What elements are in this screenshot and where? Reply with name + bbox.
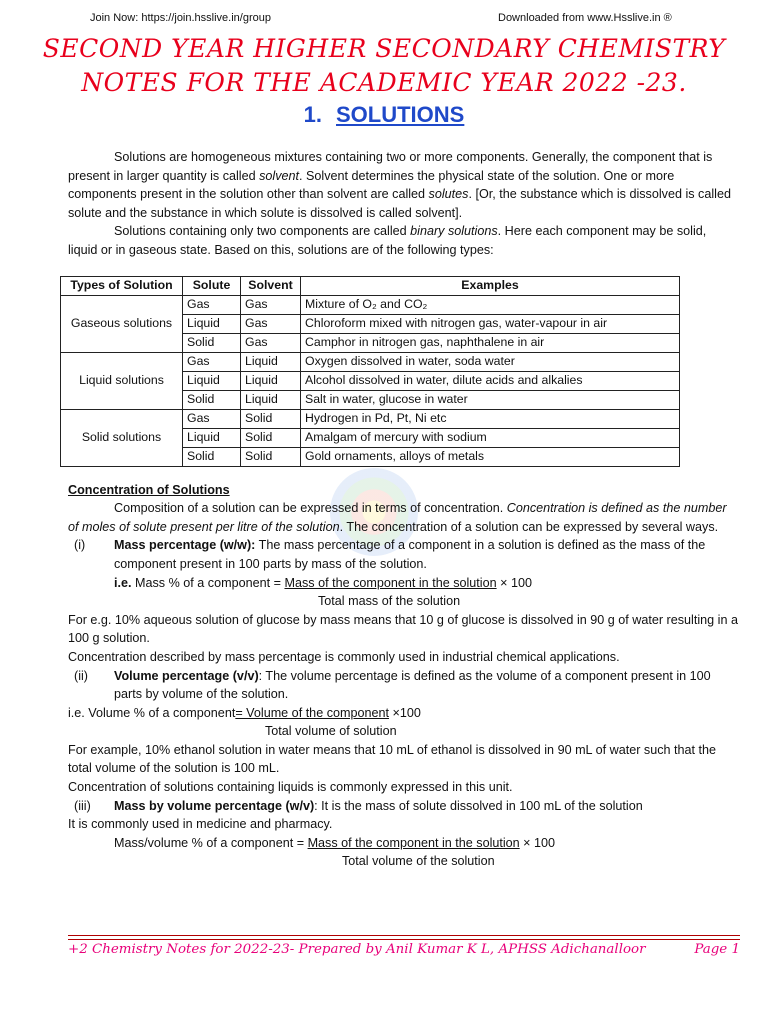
chapter-number: 1. <box>303 102 322 127</box>
volume-percentage-definition: (ii) Volume percentage (v/v): The volume percentage is defined as the volume of a component present in 100 parts by volume of the solution. <box>74 668 711 702</box>
concentration-intro: Composition of a solution can be expressed in terms of concentration. Concentration is defined as the number of moles of solute present per litre of the solution. The concentration of a solution can be expressed by several ways. <box>68 501 727 534</box>
chapter-heading <box>0 102 768 128</box>
solvent-cell: Gas <box>241 314 301 333</box>
header-types: Types of Solution <box>61 276 183 295</box>
page-footer <box>68 942 740 960</box>
footer-rule-bottom <box>68 939 740 940</box>
mass-percentage-formula: i.e. Mass % of a component = Mass of the component in the solution × 100 <box>114 575 532 590</box>
mass-volume-formula: Mass/volume % of a component = Mass of the component in the solution × 100 <box>114 835 556 850</box>
type-cell: Gaseous solutions <box>61 295 183 352</box>
download-source: Downloaded from www.Hsslive.in ® <box>498 12 672 24</box>
solvent-cell: Liquid <box>241 352 301 371</box>
intro-paragraph-1: Solutions are homogeneous mixtures containing two or more components. Generally, the component that is present in larger quantity is called solvent. Solvent determines the physical state of the solution. One or more components present in the solution other than solvent are called solutes. [Or, the substance which is dissolved is called solute and the substance in which solute is dissolved is called solvent]. <box>68 150 731 220</box>
solute-cell: Gas <box>183 352 241 371</box>
volume-percentage-usage: Concentration of solutions containing liquids is commonly expressed in this unit. <box>68 780 513 795</box>
solute-cell: Solid <box>183 333 241 352</box>
header-examples: Examples <box>301 276 680 295</box>
mass-volume-usage: It is commonly used in medicine and pharmacy. <box>68 817 333 832</box>
concentration-heading: Concentration of Solutions <box>68 482 230 497</box>
example-cell: Chloroform mixed with nitrogen gas, water-vapour in air <box>301 314 680 333</box>
intro-paragraph-2: Solutions containing only two components are called binary solutions. Here each component may be solid, liquid or in gaseous state. Based on this, solutions are of the following types: <box>68 224 707 257</box>
volume-percentage-formula: i.e. Volume % of a component= Volume of the component ×100 <box>68 705 421 720</box>
solute-cell: Liquid <box>183 428 241 447</box>
mass-volume-definition: (iii) Mass by volume percentage (w/v): It is the mass of solute dissolved in 100 mL of the solution <box>74 798 643 813</box>
document-title-line-1: SECOND YEAR HIGHER SECONDARY CHEMISTRY <box>42 34 726 63</box>
solvent-cell: Liquid <box>241 371 301 390</box>
solute-cell: Gas <box>183 409 241 428</box>
example-cell: Hydrogen in Pd, Pt, Ni etc <box>301 409 680 428</box>
type-cell: Liquid solutions <box>61 352 183 409</box>
solute-cell: Solid <box>183 390 241 409</box>
document-title-line-2: NOTES FOR THE ACADEMIC YEAR 2022 -23. <box>81 68 687 97</box>
header-solvent: Solvent <box>241 276 301 295</box>
footer-rule-top <box>68 935 740 936</box>
mass-percentage-definition: (i) Mass percentage (w/w): The mass percentage of a component in a solution is defined as the mass of the component present in 100 parts by mass of the solution. <box>74 538 706 571</box>
table-row <box>61 352 680 371</box>
mass-volume-denominator: Total volume of the solution <box>342 854 495 869</box>
solvent-cell: Liquid <box>241 390 301 409</box>
chapter-name: SOLUTIONS <box>336 102 465 127</box>
volume-percentage-denominator: Total volume of solution <box>265 724 397 739</box>
solvent-cell: Gas <box>241 333 301 352</box>
document-body <box>68 148 738 871</box>
footer-credit: +2 Chemistry Notes for 2022-23- Prepared by Anil Kumar K L, APHSS Adichanalloor <box>68 942 646 957</box>
solvent-cell: Gas <box>241 295 301 314</box>
example-cell: Amalgam of mercury with sodium <box>301 428 680 447</box>
example-cell: Alcohol dissolved in water, dilute acids and alkalies <box>301 371 680 390</box>
solute-cell: Gas <box>183 295 241 314</box>
table-header-row <box>61 276 680 295</box>
solvent-cell: Solid <box>241 409 301 428</box>
solvent-cell: Solid <box>241 447 301 466</box>
solute-cell: Solid <box>183 447 241 466</box>
table-row <box>61 409 680 428</box>
top-bar <box>0 12 768 28</box>
solution-types-table <box>60 276 680 467</box>
example-cell: Mixture of O₂ and CO₂ <box>301 295 680 314</box>
mass-percentage-example: For e.g. 10% aqueous solution of glucose by mass means that 10 g of glucose is dissolved in 90 g of water resulting in a 100 g solution. <box>68 612 738 646</box>
solute-cell: Liquid <box>183 371 241 390</box>
table-row <box>61 295 680 314</box>
type-cell: Solid solutions <box>61 409 183 466</box>
volume-percentage-example: For example, 10% ethanol solution in water means that 10 mL of ethanol is dissolved in 90 mL of water such that the total volume of the solution is 100 mL. <box>68 742 717 776</box>
example-cell: Camphor in nitrogen gas, naphthalene in air <box>301 333 680 352</box>
join-link[interactable]: Join Now: https://join.hsslive.in/group <box>90 12 271 24</box>
example-cell: Salt in water, glucose in water <box>301 390 680 409</box>
example-cell: Gold ornaments, alloys of metals <box>301 447 680 466</box>
page-number: Page 1 <box>694 942 740 957</box>
mass-percentage-denominator: Total mass of the solution <box>318 594 461 609</box>
mass-percentage-usage: Concentration described by mass percentage is commonly used in industrial chemical applications. <box>68 649 620 664</box>
header-solute: Solute <box>183 276 241 295</box>
solvent-cell: Solid <box>241 428 301 447</box>
example-cell: Oxygen dissolved in water, soda water <box>301 352 680 371</box>
solute-cell: Liquid <box>183 314 241 333</box>
